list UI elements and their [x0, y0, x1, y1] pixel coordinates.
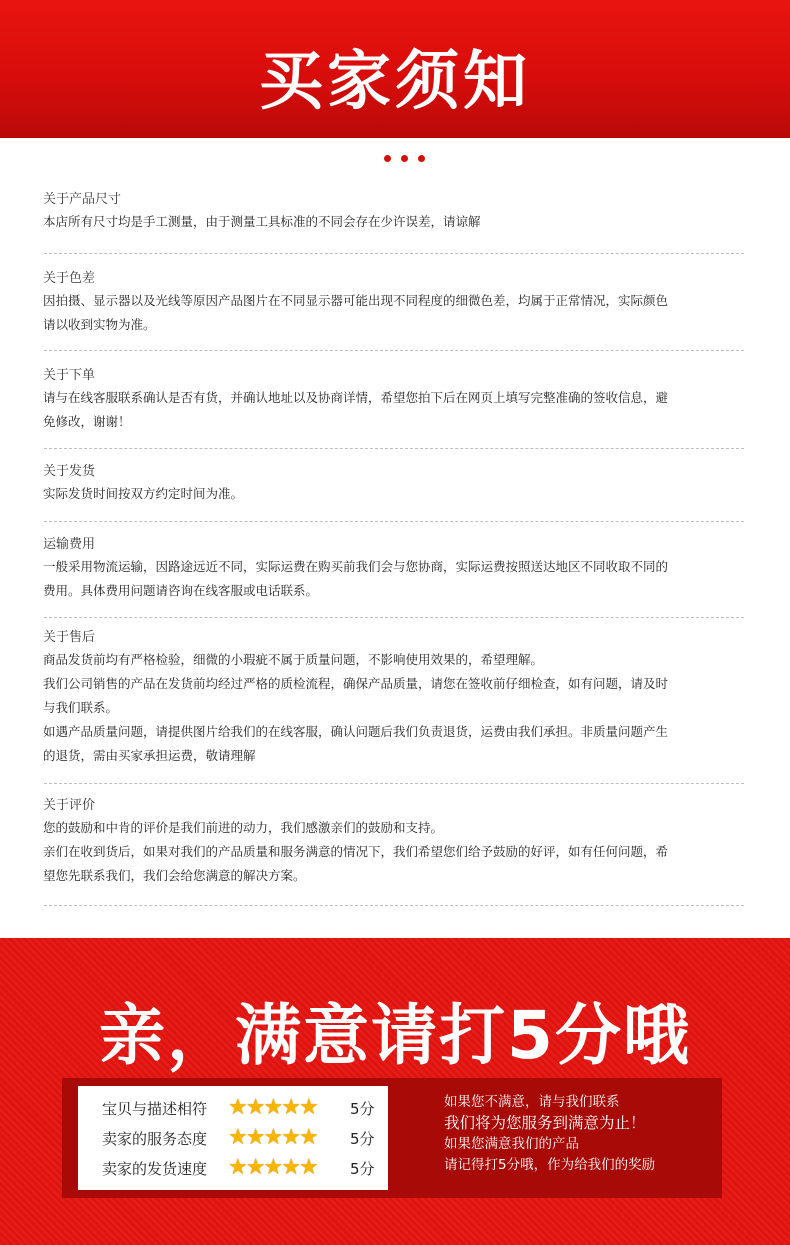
- rating-score: 5分: [350, 1130, 375, 1148]
- message-line: 如果您不满意，请与我们联系: [444, 1094, 620, 1110]
- section-shipping: [43, 462, 748, 506]
- section-text: 因拍摄、显示器以及光线等原因产品图片在不同显示器可能出现不同程度的细微色差，均属于正常情况，实际颜色: [43, 293, 669, 308]
- star-rating: [228, 1125, 317, 1151]
- rating-row: [78, 1093, 388, 1123]
- rating-banner: [0, 938, 790, 1245]
- section-text: 与我们联系。: [43, 700, 119, 715]
- section-title: 关于产品尺寸: [43, 192, 122, 207]
- star-icon: ★: [298, 1095, 319, 1120]
- star-icon: ★: [245, 1155, 266, 1180]
- header-banner: [0, 0, 790, 138]
- section-text: 的退货，需由买家承担运费，敬请理解: [43, 748, 256, 763]
- section-text: 您的鼓励和中肯的评价是我们前进的动力，我们感激亲们的鼓励和支持。: [43, 820, 444, 835]
- section-title: 关于售后: [43, 630, 96, 645]
- star-icon: ★: [245, 1125, 266, 1150]
- section-divider: [44, 617, 744, 618]
- rating-slogan: 亲，满意请打5分哦: [99, 997, 691, 1074]
- rating-message: [444, 1092, 714, 1176]
- section-body: [43, 289, 748, 337]
- section-text: 请与在线客服联系确认是否有货，并确认地址以及协商详情，希望您拍下后在网页上填写完整准确的签收信息，避: [43, 390, 669, 405]
- star-icon: ★: [298, 1125, 319, 1150]
- section-divider: [44, 905, 744, 906]
- rating-score: 5分: [350, 1160, 375, 1178]
- star-icon: ★: [228, 1095, 248, 1120]
- rating-label: 卖家的服务态度: [102, 1130, 208, 1148]
- section-title: 关于色差: [43, 271, 96, 286]
- page-title: 买家须知: [259, 45, 531, 119]
- section-title: 关于发货: [43, 464, 96, 479]
- message-line: 如果您满意我们的产品: [444, 1136, 579, 1152]
- section-divider: [44, 350, 744, 351]
- section-text: 一般采用物流运输，因路途远近不同，实际运费在购买前我们会与您协商，实际运费按照送达地区不同收取不同的: [43, 559, 669, 574]
- section-text: 实际发货时间按双方约定时间为准。: [43, 486, 244, 501]
- rating-score: 5分: [350, 1100, 375, 1118]
- section-text: 亲们在收到货后，如果对我们的产品质量和服务满意的情况下，我们希望您们给予鼓励的好评，如有任何问题，希: [43, 844, 669, 859]
- section-title: 运输费用: [43, 537, 96, 552]
- section-shipping-cost: [43, 535, 748, 603]
- star-icon: ★: [263, 1095, 284, 1120]
- rating-label: 宝贝与描述相符: [102, 1100, 208, 1118]
- section-reviews: [43, 796, 748, 888]
- section-text: 费用。具体费用问题请咨询在线客服或电话联系。: [43, 583, 319, 598]
- section-after-sales: [43, 628, 748, 768]
- star-rating: [228, 1095, 317, 1121]
- star-icon: ★: [263, 1155, 284, 1180]
- section-body: [43, 555, 748, 603]
- section-text: 望您先联系我们，我们会给您满意的解决方案。: [43, 868, 306, 883]
- section-body: [43, 648, 748, 768]
- section-divider: [44, 783, 744, 784]
- dot-icon: [384, 155, 391, 162]
- section-body: [43, 482, 748, 506]
- section-product-size: [43, 190, 748, 234]
- rating-row: [78, 1123, 388, 1153]
- rating-label: 卖家的发货速度: [102, 1160, 208, 1178]
- star-icon: ★: [281, 1155, 301, 1180]
- section-ordering: [43, 366, 748, 434]
- dot-icon: [401, 155, 408, 162]
- message-line: 请记得打5分哦，作为给我们的奖励: [444, 1157, 656, 1173]
- section-divider: [44, 521, 744, 522]
- star-icon: ★: [281, 1125, 301, 1150]
- section-text: 我们公司销售的产品在发货前均经过严格的质检流程，确保产品质量，请您在签收前仔细检查，如有问题，请及时: [43, 676, 669, 691]
- star-icon: ★: [228, 1125, 248, 1150]
- dot-icon: [418, 155, 425, 162]
- section-text: 商品发货前均有严格检验，细微的小瑕疵不属于质量问题，不影响使用效果的，希望理解。: [43, 652, 544, 667]
- section-text: 请以收到实物为准。: [43, 317, 156, 332]
- section-text: 免修改，谢谢！: [43, 414, 131, 429]
- section-color-difference: [43, 269, 748, 337]
- section-body: [43, 816, 748, 888]
- section-body: [43, 210, 748, 234]
- section-text: 本店所有尺寸均是手工测量，由于测量工具标准的不同会存在少许误差，请谅解: [43, 214, 481, 229]
- section-title: 关于下单: [43, 368, 96, 383]
- section-body: [43, 386, 748, 434]
- section-divider: [44, 448, 744, 449]
- star-rating: [228, 1155, 317, 1181]
- section-text: 如遇产品质量问题，请提供图片给我们的在线客服，确认问题后我们负责退货，运费由我们承担。非质量问题产生: [43, 724, 669, 739]
- rating-row: [78, 1153, 388, 1183]
- star-icon: ★: [263, 1125, 284, 1150]
- section-title: 关于评价: [43, 798, 96, 813]
- star-icon: ★: [281, 1095, 301, 1120]
- star-icon: ★: [298, 1155, 319, 1180]
- message-line: 我们将为您服务到满意为止！: [444, 1114, 646, 1132]
- star-icon: ★: [245, 1095, 266, 1120]
- decorative-dots: [384, 155, 428, 163]
- star-icon: ★: [228, 1155, 248, 1180]
- rating-list: [78, 1086, 388, 1190]
- section-divider: [44, 253, 744, 254]
- rating-panel: [62, 1078, 722, 1198]
